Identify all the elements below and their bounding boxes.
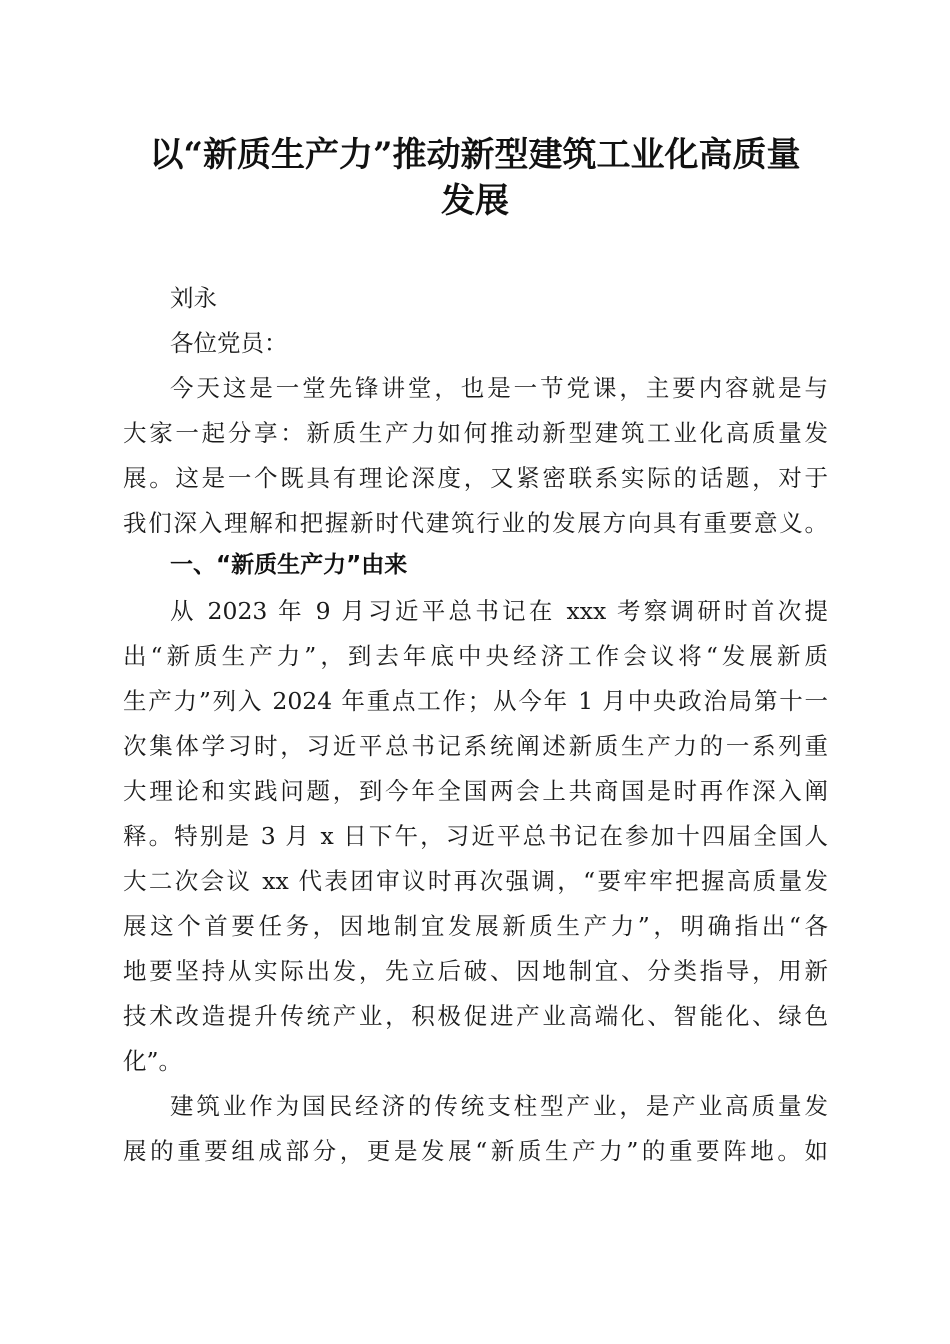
paragraph-line: 生产力”列入 2024 年重点工作；从今年 1 月中央政治局第十一 xyxy=(123,687,828,715)
paragraph-line: 展的重要组成部分，更是发展“新质生产力”的重要阵地。如 xyxy=(123,1137,828,1165)
paragraph-line: 大理论和实践问题，到今年全国两会上共商国是时再作深入阐 xyxy=(123,777,828,805)
paragraph-line: 技术改造提升传统产业，积极促进产业高端化、智能化、绿色 xyxy=(123,1002,828,1030)
author-name: 刘永 xyxy=(170,284,217,312)
paragraph-line: 建筑业作为国民经济的传统支柱型产业，是产业高质量发 xyxy=(170,1092,828,1120)
paragraph-line: 化”。 xyxy=(123,1047,183,1075)
title-line-1: 以“新质生产力”推动新型建筑工业化高质量 xyxy=(149,135,801,175)
paragraph-line: 从 2023 年 9 月习近平总书记在 xxx 考察调研时首次提 xyxy=(170,597,828,625)
paragraph-line: 释。特别是 3 月 x 日下午，习近平总书记在参加十四届全国人 xyxy=(123,822,828,850)
salutation: 各位党员： xyxy=(170,329,288,357)
paragraph-line: 大家一起分享：新质生产力如何推动新型建筑工业化高质量发 xyxy=(123,419,828,447)
paragraph-line: 地要坚持从实际出发，先立后破、因地制宜、分类指导，用新 xyxy=(123,957,828,985)
title-line-2: 发展 xyxy=(441,181,509,221)
paragraph-line: 展。这是一个既具有理论深度，又紧密联系实际的话题，对于 xyxy=(123,464,828,492)
paragraph-line: 出“新质生产力”，到去年底中央经济工作会议将“发展新质 xyxy=(123,642,828,670)
paragraph-line: 次集体学习时，习近平总书记系统阐述新质生产力的一系列重 xyxy=(123,732,828,760)
paragraph-line: 我们深入理解和把握新时代建筑行业的发展方向具有重要意义。 xyxy=(123,509,828,537)
section-heading: 一、“新质生产力”由来 xyxy=(170,552,408,578)
paragraph-line: 展这个首要任务，因地制宜发展新质生产力”，明确指出“各 xyxy=(123,912,828,940)
paragraph-line: 大二次会议 xx 代表团审议时再次强调，“要牢牢把握高质量发 xyxy=(123,867,828,895)
paragraph-line: 今天这是一堂先锋讲堂，也是一节党课，主要内容就是与 xyxy=(170,374,828,402)
